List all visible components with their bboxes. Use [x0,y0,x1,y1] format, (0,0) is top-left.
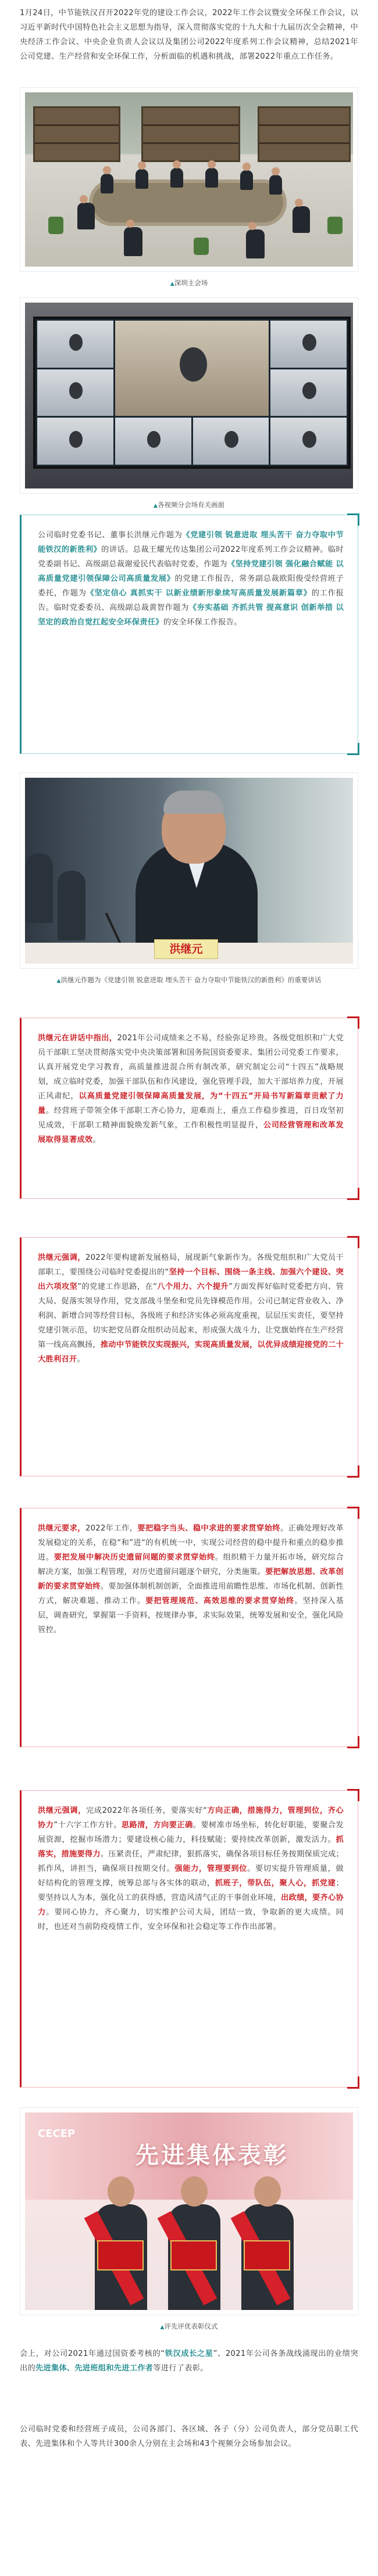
photo-card [20,87,358,272]
photo-speaker [20,773,358,986]
section-new-pattern [20,1237,358,1476]
conference-room-image [25,92,353,267]
photo-video-venues [20,297,358,511]
photo-caption: ▲ 深圳主会场 [20,278,358,289]
video-conference-image [25,303,353,488]
intro-text: 1月24日，中节能铁汉召开2022年党的建设工作会议，2022年工作会议暨安全环保工作会议，以习近平新时代中国特色社会主义思想为指导，深入贯彻落实党的十九大和十九届历次全会精神，中央经济工作会议、中央企业负责人会议以及集团公司2022年度系列工作会议精神，总结2021年公司党建、生产经营和安全环保工作，分析面临的机遇和挑战，部署2022年重点工作任务。 [20,9,358,61]
photo-caption: ▲ 洪继元作题为《党建引领 锐意进取 埋头苦干 奋力夺取中节能铁汉的新胜利》的重要讲话 [20,975,358,986]
video-screen [33,317,351,469]
photo-award-ceremony [20,2107,358,2333]
award-paragraph: 会上，对公司2021年通过国资委考核的“铁汉成长之星”、2021年公司各条战线涌现出的业绩突出的先进集体、先进班组和先进工作者等进行了表彰。 [20,2349,358,2373]
section-achievements [20,1018,358,1199]
award-image [25,2112,353,2310]
photo-main-venue [20,87,358,289]
new-pattern-paragraph: 洪继元强调，2022年要构建新发展格局，展现新气象新作为。各级党组织和广大党员干部职工，要围绕公司临时党委提出的“坚持一个目标、围绕一条主线、加强六个建设、突出六项攻坚”的党建工作思路，在“八个用力、六个提升”方面发挥好临时党委把方向、管大局、促落实领导作用，党支部战斗堡垒和党员先锋模范作用。公司已制定营业收入、净利润、新增合同等经营目标，各级班子和经济实体必须高度重视，层层压实责任，要坚持党建引领示范，切实把党员群众组织动员起来，形成强大战斗力，让党旗始终在生产经营第一线高高飘扬，推动中节能铁汉实现振兴，实现高质量发展，以优异成绩迎接党的二十大胜利召开。 [38,1253,344,1364]
company-logo: CECEP [38,2128,76,2140]
achievements-paragraph: 洪继元在讲话中指出，2021年公司成绩来之不易，经验弥足珍贵。各级党组织和广大党员干部职工坚决贯彻落实党中央决策部署和国务院国资委要求、集团公司党委工作要求，认真开展党史学习教育，高质量推进混合所有制改革，研究制定公司“十四五”战略规划，成立临时党委，加强干部队伍和作风建设，强化管理手段，加大干部培养力度，开展正风肃纪，以高质量党建引领保障高质量发展，为“十四五”开局书写新篇章贡献了力量。经营班子带领全体干部职工齐心协力，迎难而上，重点工作稳步推进，百日攻坚初见成效，干部职工精神面貌焕发新气象，工作积极性明显提升，公司经营管理和改革发展取得显著成效。 [38,1034,344,1144]
award-banner-title: 先进集体表彰 [135,2142,289,2169]
requirements-paragraph: 洪继元要求，2022年工作，要把稳字当头、稳中求进的要求贯穿始终。正确处理好改革发展稳定的关系，在稳“和”进“的有机统一中，实现公司经营的稳中提升和重点的稳步推进。要把发展中解决历史遗留问题的要求贯穿始终。组织精干力量开拓市场，研究综合解决方案，加强工程管理，对历史遗留问题逐个研究，分类施策。要把解放思想、改革创新的要求贯穿始终。要加强体制机制创新，全面推进用前瞻性思维、市场化机制、创新性方式，解决难题、推动工作。要把管理规范、高效思维的要求贯穿始终。坚持深入基层，调查研究，掌握第一手资料，按规律办事，求实际效果，统筹发展和安全，强化风险管控。 [38,1524,344,1634]
section-guidelines [20,1790,358,2088]
speech-summary-box [20,515,358,754]
attendance-paragraph: 公司临时党委和经营班子成员，公司各部门、各区域、各子（分）公司负责人，部分党员职工代表、先进集体和个人等共计300余人分别在主会场和43个视频分会场参加会议。 [20,2425,358,2448]
photo-card [20,2107,358,2315]
photo-card [20,773,358,969]
photo-caption: ▲ 各视频分会场有关画面 [20,500,358,511]
nameplate: 洪继元 [154,939,218,959]
intro-paragraph [20,6,358,64]
guidelines-paragraph: 洪继元强调，完成2022年各项任务，要落实好“方向正确，措施得力，管理到位，齐心协力”十六字工作方针。思路清，方向要正确。要树准市场坐标，转化好职能，要聚合发展资源，挖掘市场潜力；要建设核心能力，科技赋能；要持续改革创新，激发活力。抓落实，措施要得力。压紧责任，严肃纪律，狠抓落实，确保各项目标任务按期保质完成；抓作风，讲担当，确保项目按期交付。强能力，管理要到位。要切实提升管理质量，做好结构化的管理支撑，统筹总部与各实体的联动，抓班子，带队伍，聚人心，抓党建；要坚持以人为本，强化员工的获得感，营造风清气正的干事创业环境，出政绩，要齐心协力。要同心协力，齐心聚力，切实维护公司大局，团结一致，争取新的更大成绩。同时，也还对当前防疫疫情工作，安全环保和社会稳定等工作作出部署。 [38,1806,344,1931]
speaker-image [25,778,353,964]
photo-caption: ▲ 评先评优表彰仪式 [20,2321,358,2333]
speech-summary-paragraph: 公司临时党委书记、董事长洪继元作题为《党建引领 锐意进取 埋头苦干 奋力夺取中节能铁汉的新胜利》的讲话。总裁王耀光传达集团公司2022年度系列工作会议精神。临时党委副书记、高级副总裁谢爱民代表临时党委，作题为《坚持党建引领 强化融合赋能 以高质量党建引领保障公司高质量发展》的党建工作报告，常务副总裁欧阳俊受经营班子委托，作题为《坚定信心 真抓实干 以新业绩新形象续写高质量发展新篇章》的工作报告。临时党委委员、高级副总裁黄智作题为《夯实基础 齐抓共管 提高意识 创新举措 以坚定的政治自觉扛起安全环保责任》的安全环保工作报告。 [38,531,344,627]
photo-card [20,297,358,494]
section-requirements [20,1508,358,1747]
